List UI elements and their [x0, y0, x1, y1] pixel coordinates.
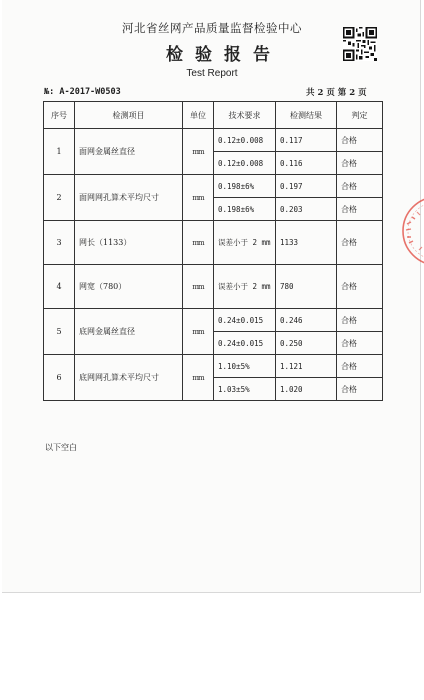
row-unit: mm [183, 355, 214, 401]
page-info: 共 2 页 第 2 页 [306, 88, 367, 98]
row-unit: mm [183, 265, 214, 309]
row-requirement: 0.12±0.008 [214, 152, 276, 175]
row-item: 面网网孔算术平均尺寸 [75, 175, 183, 221]
row-judgement: 合格 [337, 198, 383, 221]
row-judgement: 合格 [337, 129, 383, 152]
row-item: 底网金属丝直径 [75, 309, 183, 355]
qr-code-icon [343, 27, 377, 61]
row-unit: mm [183, 175, 214, 221]
row-item: 面网金属丝直径 [75, 129, 183, 175]
row-result: 0.203 [276, 198, 337, 221]
row-unit: mm [183, 309, 214, 355]
row-judgement: 合格 [337, 355, 383, 378]
row-requirement: 0.198±6% [214, 175, 276, 198]
row-result: 1.121 [276, 355, 337, 378]
row-seq: 1 [44, 129, 75, 175]
row-seq: 4 [44, 265, 75, 309]
row-item: 底网网孔算术平均尺寸 [75, 355, 183, 401]
table-row [44, 129, 383, 152]
row-result: 0.116 [276, 152, 337, 175]
row-item: 网宽（780） [75, 265, 183, 309]
table-row [44, 355, 383, 378]
table-row [44, 309, 383, 332]
row-judgement: 合格 [337, 221, 383, 265]
row-item: 网长（1133） [75, 221, 183, 265]
organization-name: 河北省丝网产品质量监督检验中心 [122, 21, 302, 35]
header-judgement: 判定 [337, 102, 383, 129]
row-unit: mm [183, 221, 214, 265]
row-requirement: 误差小于 2 mm [214, 265, 276, 309]
report-number: №: A-2017-W0503 [44, 87, 121, 97]
row-judgement: 合格 [337, 265, 383, 309]
row-requirement: 0.12±0.008 [214, 129, 276, 152]
blank-below-note: 以下空白 [45, 443, 77, 452]
row-requirement: 0.24±0.015 [214, 332, 276, 355]
row-requirement: 1.10±5% [214, 355, 276, 378]
row-result: 1.020 [276, 378, 337, 401]
row-result: 1133 [276, 221, 337, 265]
row-result: 0.246 [276, 309, 337, 332]
row-result: 0.250 [276, 332, 337, 355]
table-row [44, 265, 383, 309]
header-result: 检测结果 [276, 102, 337, 129]
row-result: 0.197 [276, 175, 337, 198]
row-judgement: 合格 [337, 378, 383, 401]
row-requirement: 误差小于 2 mm [214, 221, 276, 265]
row-result: 0.117 [276, 129, 337, 152]
row-judgement: 合格 [337, 175, 383, 198]
row-requirement: 0.24±0.015 [214, 309, 276, 332]
header-unit: 单位 [183, 102, 214, 129]
row-judgement: 合格 [337, 152, 383, 175]
table-header-row [44, 102, 383, 129]
row-seq: 6 [44, 355, 75, 401]
official-seal-stamp [395, 192, 424, 270]
row-seq: 2 [44, 175, 75, 221]
table-row [44, 175, 383, 198]
header-seq: 序号 [44, 102, 75, 129]
row-unit: mm [183, 129, 214, 175]
header-item: 检测项目 [75, 102, 183, 129]
row-requirement: 1.03±5% [214, 378, 276, 401]
table-row [44, 221, 383, 265]
report-subtitle: Test Report [186, 68, 238, 79]
row-seq: 5 [44, 309, 75, 355]
row-seq: 3 [44, 221, 75, 265]
results-table [43, 101, 383, 401]
row-requirement: 0.198±6% [214, 198, 276, 221]
report-title: 检验报告 [166, 45, 282, 65]
row-judgement: 合格 [337, 309, 383, 332]
row-result: 780 [276, 265, 337, 309]
row-judgement: 合格 [337, 332, 383, 355]
header-requirement: 技术要求 [214, 102, 276, 129]
